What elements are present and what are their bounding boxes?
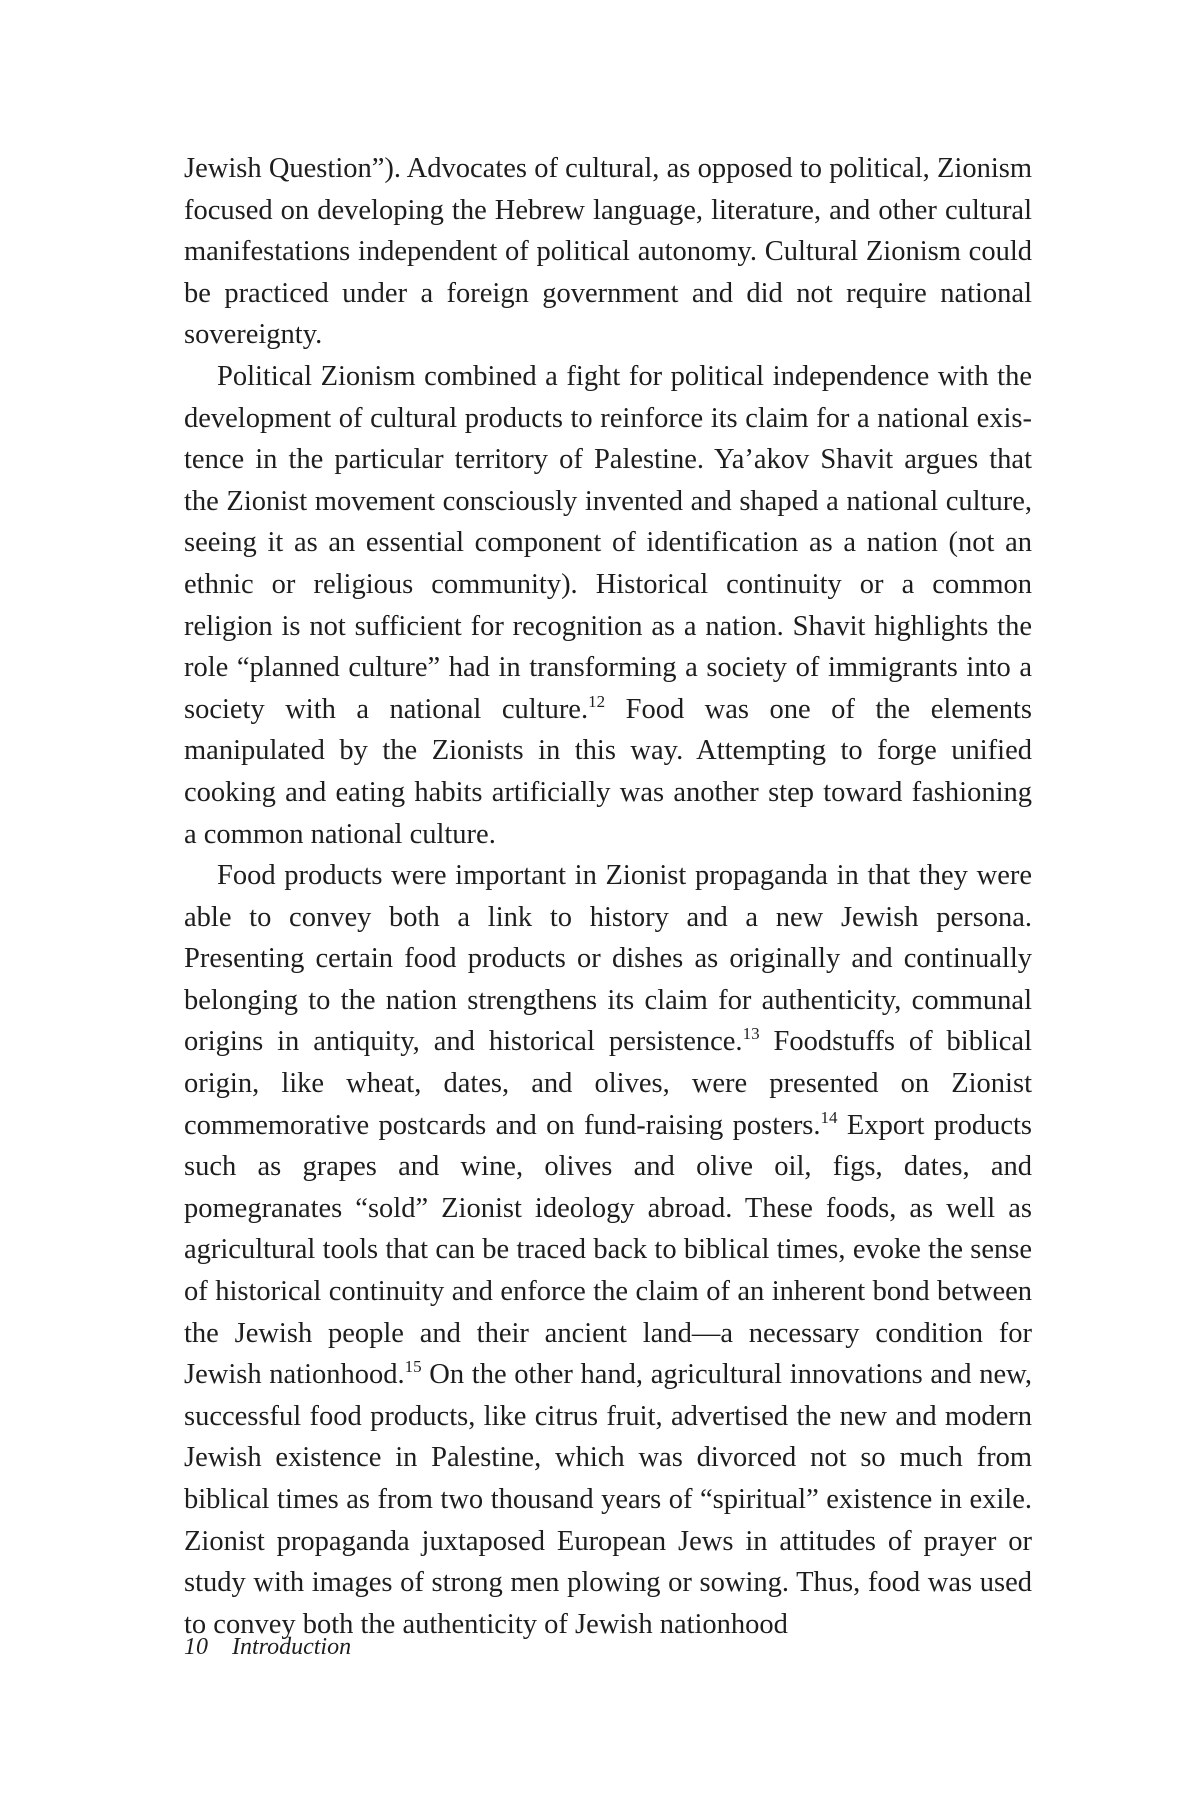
footnote-marker[interactable]: 13 — [742, 1024, 760, 1044]
section-title: Introduction — [232, 1634, 352, 1660]
paragraph-text: Food products were important in Zionist propaganda in that they were able to convey both a link to history and a new Jewish persona. Presenting certain food products or dishes as originally and continually belonging to the nation strengthens its claim for authenticity, communal origins in antiquity, and historical persistence. — [184, 860, 1032, 1058]
paragraph-text: On the other hand, agricultural innovations and new, successful food products, like citrus fruit, advertised the new and modern Jewish existence in Palestine, which was divorced not so much from biblical times as from two thousand years of “spiritual” existence in exile. Zionist propaganda juxtaposed European Jews in attitudes of prayer or study with images of strong men plowing or sowing. Thus, food was used to convey both the authenticity of Jewish nationhood — [184, 1359, 1032, 1640]
paragraph-text: Export products such as grapes and wine, olives and olive oil, figs, dates, and pomegranates “sold” Zionist ideology abroad. These foods, as well as agricultural tools that can be traced back to biblical times, evoke the sense of historical continuity and enforce the claim of an inherent bond between the Jewish people and their ancient land—a necessary condition for Jewish nationhood. — [184, 1109, 1033, 1391]
page-number: 10 — [184, 1634, 208, 1660]
footnote-marker[interactable]: 14 — [820, 1107, 838, 1127]
footnote-marker[interactable]: 12 — [588, 691, 606, 711]
paragraph-text: Food was one of the elements manipulated by the Zionists in this way. Attempting to forge unified cooking and eating habits artificially was another step toward fashioning a common national culture. — [184, 693, 1032, 850]
footnote-marker[interactable]: 15 — [404, 1357, 422, 1377]
paragraph — [184, 855, 1032, 1645]
paragraph-text: Foodstuffs of biblical origin, like wheat, dates, and olives, were presented on Zionist commemorative postcards and on fund-raising posters. — [184, 1026, 1032, 1141]
paragraph-text: Jewish Question”). Advocates of cultural, as opposed to political, Zionism focused on developing the Hebrew language, literature, and other cultural manifestations independent of political autonomy. Cultural Zionism could be practiced under a foreign government and did not require national sovereignty. — [184, 153, 1032, 351]
running-footer — [184, 1634, 351, 1661]
body-text — [184, 148, 1032, 1645]
paragraph-text: Political Zionism combined a fight for political independence with the development of cultural products to reinforce its claim for a national existence in the particular territory of Palestine. Ya’akov Shavit argues that the Zionist movement consciously invented and shaped a national culture, seeing it as an essential component of identification as a nation (not an ethnic or religious community). Historical continuity or a common religion is not sufficient for recognition as a nation. Shavit highlights the role “planned culture” had in transforming a society of immigrants into a society with a national culture. — [184, 360, 1032, 725]
paragraph — [184, 356, 1032, 855]
paragraph — [184, 148, 1032, 356]
